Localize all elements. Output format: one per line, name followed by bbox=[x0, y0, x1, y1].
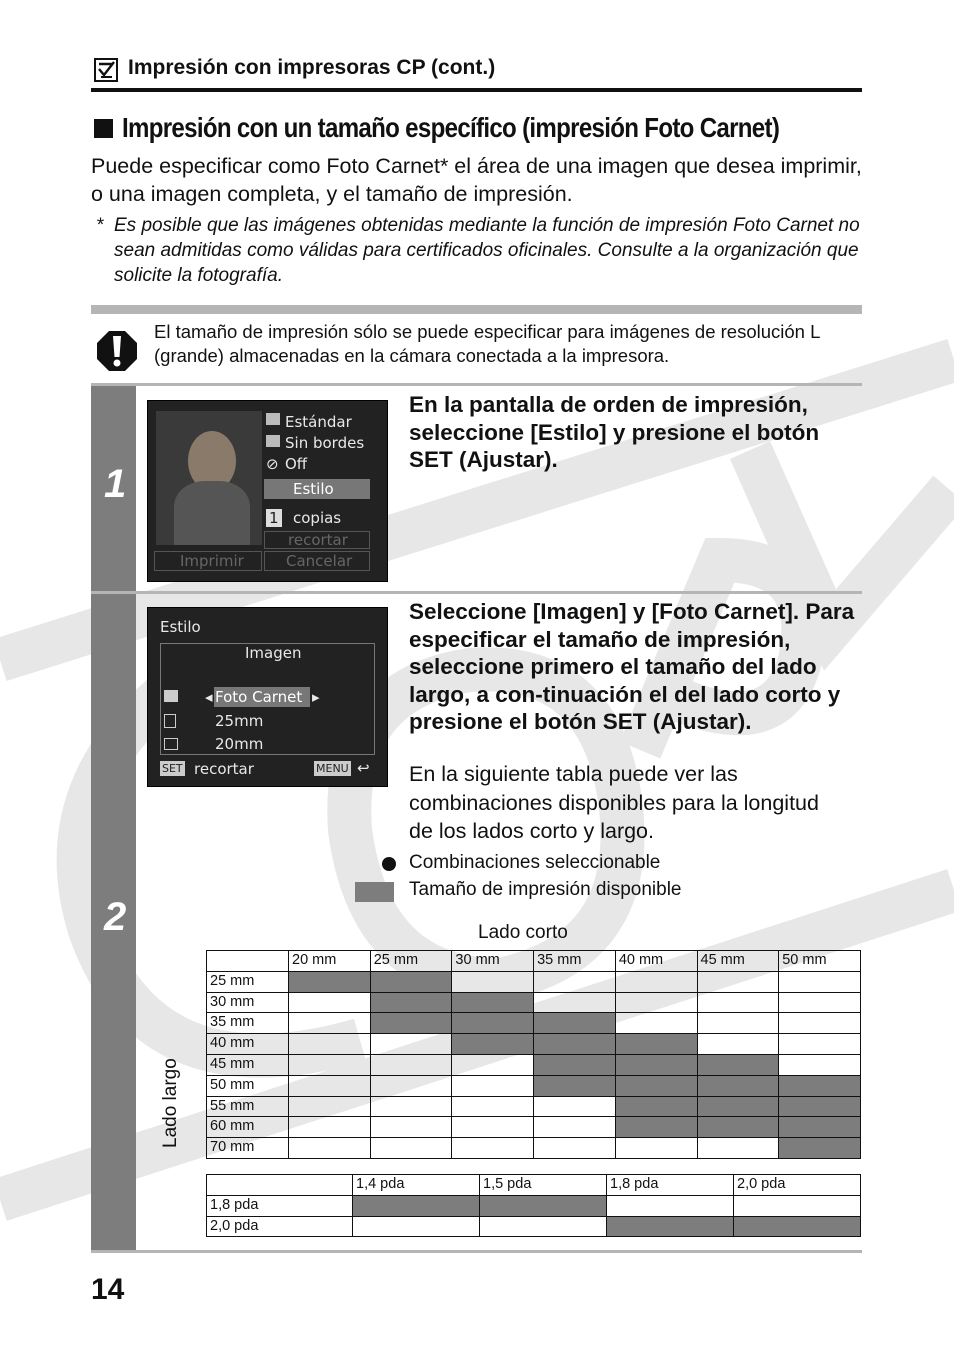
unavailable-size-cell bbox=[370, 1096, 452, 1117]
unavailable-size-cell bbox=[480, 1216, 607, 1237]
table-row bbox=[207, 971, 861, 992]
unavailable-size-cell bbox=[370, 1117, 452, 1138]
available-size-cell bbox=[615, 1054, 697, 1075]
row-header: 35 mm bbox=[207, 1013, 289, 1034]
unavailable-size-cell bbox=[534, 971, 616, 992]
checkbox-print-icon bbox=[94, 58, 118, 82]
table-row bbox=[207, 1013, 861, 1034]
unavailable-size-cell bbox=[289, 1096, 371, 1117]
footnote-text: Es posible que las imágenes obtenidas mediante la función de impresión Foto Carnet no sean admitidas como válidas para certificados oficinales. Consulte a la organización que solicite la fotografía. bbox=[114, 215, 860, 286]
unavailable-size-cell bbox=[370, 1034, 452, 1055]
available-size-cell bbox=[534, 1075, 616, 1096]
unavailable-size-cell bbox=[370, 1075, 452, 1096]
unavailable-size-cell bbox=[289, 1075, 371, 1096]
bottom-rule bbox=[91, 1250, 862, 1253]
column-header: 20 mm bbox=[289, 951, 371, 972]
unavailable-size-cell bbox=[615, 992, 697, 1013]
available-size-cell bbox=[534, 1054, 616, 1075]
legend-dot-icon bbox=[382, 857, 396, 871]
available-size-cell bbox=[534, 1013, 616, 1034]
step2-instruction: Seleccione [Imagen] y [Foto Carnet]. Para especificar el tamaño de impresión, seleccione primero el tamaño del lado largo, a con-tinuación el del lado corto y presione el botón SET (Ajustar). bbox=[409, 599, 855, 734]
column-header: 1,4 pda bbox=[353, 1175, 480, 1196]
row-header: 1,8 pda bbox=[207, 1195, 353, 1216]
step2-number: 2 bbox=[104, 895, 127, 939]
screen-option-photo-carnet[interactable]: Foto Carnet bbox=[215, 688, 303, 706]
available-size-cell bbox=[615, 1096, 697, 1117]
unavailable-size-cell bbox=[779, 1034, 861, 1055]
table-row bbox=[207, 1034, 861, 1055]
column-header: 30 mm bbox=[452, 951, 534, 972]
row-header: 50 mm bbox=[207, 1075, 289, 1096]
available-size-cell bbox=[734, 1216, 861, 1237]
available-size-cell bbox=[697, 1054, 779, 1075]
screen-trim: recortar bbox=[288, 531, 348, 549]
unavailable-size-cell bbox=[534, 1117, 616, 1138]
short-side-label: Lado corto bbox=[478, 922, 568, 943]
unavailable-size-cell bbox=[289, 1117, 371, 1138]
column-header: 25 mm bbox=[370, 951, 452, 972]
available-size-cell bbox=[480, 1195, 607, 1216]
row-header: 70 mm bbox=[207, 1138, 289, 1159]
available-size-cell bbox=[697, 1075, 779, 1096]
table-row bbox=[207, 1138, 861, 1159]
unavailable-size-cell bbox=[289, 992, 371, 1013]
borderless-icon bbox=[266, 435, 280, 447]
standard-icon bbox=[266, 413, 280, 425]
unavailable-size-cell bbox=[615, 971, 697, 992]
table-row bbox=[207, 1216, 861, 1237]
intro-paragraph: Puede especificar como Foto Carnet* el área de una imagen que desea imprimir, o una imagen completa, y el tamaño de impresión. bbox=[91, 154, 862, 206]
available-size-cell bbox=[615, 1034, 697, 1055]
step2-subtext: En la siguiente tabla puede ver las combinaciones disponibles para la longitud de los lados corto y largo. bbox=[409, 762, 819, 843]
unavailable-size-cell bbox=[452, 1138, 534, 1159]
screen-item-style[interactable]: Estilo bbox=[293, 480, 334, 498]
unavailable-size-cell bbox=[534, 1096, 616, 1117]
available-size-cell bbox=[452, 1013, 534, 1034]
section-title: Impresión con un tamaño específico (impresión Foto Carnet) bbox=[122, 112, 780, 143]
unavailable-size-cell bbox=[697, 992, 779, 1013]
unavailable-size-cell bbox=[697, 1013, 779, 1034]
set-button-icon: SET bbox=[162, 762, 183, 775]
table-corner-cell bbox=[207, 951, 289, 972]
portrait-thumbnail bbox=[156, 411, 262, 545]
row-header: 2,0 pda bbox=[207, 1216, 353, 1237]
available-size-cell bbox=[779, 1075, 861, 1096]
available-size-cell bbox=[779, 1096, 861, 1117]
unavailable-size-cell bbox=[697, 1034, 779, 1055]
unavailable-size-cell bbox=[734, 1195, 861, 1216]
screen-style-title: Estilo bbox=[160, 618, 201, 636]
row-header: 30 mm bbox=[207, 992, 289, 1013]
available-size-cell bbox=[615, 1117, 697, 1138]
available-size-cell bbox=[452, 992, 534, 1013]
screen-trim-label: recortar bbox=[194, 760, 254, 778]
table-row bbox=[207, 1195, 861, 1216]
unavailable-size-cell bbox=[452, 971, 534, 992]
unavailable-size-cell bbox=[779, 1054, 861, 1075]
row-header: 60 mm bbox=[207, 1117, 289, 1138]
available-size-cell bbox=[615, 1075, 697, 1096]
step2-top-rule bbox=[91, 591, 862, 594]
caution-icon bbox=[96, 330, 138, 372]
column-header: 1,8 pda bbox=[607, 1175, 734, 1196]
available-size-cell bbox=[779, 1138, 861, 1159]
available-size-cell bbox=[534, 1034, 616, 1055]
column-header: 50 mm bbox=[779, 951, 861, 972]
row-header: 55 mm bbox=[207, 1096, 289, 1117]
menu-button-icon: MENU bbox=[316, 762, 349, 775]
return-icon: ↩ bbox=[357, 759, 370, 777]
row-header: 40 mm bbox=[207, 1034, 289, 1055]
step1-instruction: En la pantalla de orden de impresión, seleccione [Estilo] y presione el botón SET (Ajustar). bbox=[409, 392, 820, 472]
header-title: Impresión con impresoras CP (cont.) bbox=[128, 56, 496, 79]
table-row bbox=[207, 1117, 861, 1138]
unavailable-size-cell bbox=[779, 971, 861, 992]
unavailable-size-cell bbox=[607, 1195, 734, 1216]
table-row bbox=[207, 1096, 861, 1117]
table-row bbox=[207, 1075, 861, 1096]
size-table-inch bbox=[206, 1174, 861, 1237]
available-size-cell bbox=[289, 971, 371, 992]
column-header: 35 mm bbox=[534, 951, 616, 972]
available-size-cell bbox=[607, 1216, 734, 1237]
legend-dot-label: Combinaciones seleccionable bbox=[409, 852, 661, 873]
long-side-icon bbox=[164, 714, 176, 728]
screen-print-button[interactable]: Imprimir bbox=[180, 552, 244, 570]
available-size-cell bbox=[353, 1195, 480, 1216]
column-header: 40 mm bbox=[615, 951, 697, 972]
available-size-cell bbox=[370, 992, 452, 1013]
long-side-label: Lado largo bbox=[160, 1058, 181, 1148]
available-size-cell bbox=[779, 1117, 861, 1138]
date-icon: ⊘ bbox=[266, 455, 279, 473]
size-table-mm bbox=[206, 950, 861, 1159]
screen-copies-count: 1 bbox=[266, 509, 282, 527]
page-number: 14 bbox=[91, 1273, 125, 1306]
available-size-cell bbox=[697, 1096, 779, 1117]
unavailable-size-cell bbox=[353, 1216, 480, 1237]
unavailable-size-cell bbox=[289, 1138, 371, 1159]
screen-long-side[interactable]: 25mm bbox=[215, 712, 264, 730]
unavailable-size-cell bbox=[289, 1013, 371, 1034]
step1-top-rule bbox=[91, 383, 862, 386]
section-bullet-icon bbox=[94, 119, 113, 138]
unavailable-size-cell bbox=[452, 1117, 534, 1138]
available-size-cell bbox=[697, 1117, 779, 1138]
available-size-cell bbox=[370, 971, 452, 992]
caution-text: El tamaño de impresión sólo se puede especificar para imágenes de resolución L (grande) almacenadas en la cámara conectada a la impresora. bbox=[154, 321, 820, 366]
unavailable-size-cell bbox=[370, 1054, 452, 1075]
column-header: 1,5 pda bbox=[480, 1175, 607, 1196]
header-rule bbox=[91, 88, 862, 92]
column-header: 45 mm bbox=[697, 951, 779, 972]
unavailable-size-cell bbox=[697, 1138, 779, 1159]
screen-short-side[interactable]: 20mm bbox=[215, 735, 264, 753]
legend-swatch bbox=[355, 882, 394, 902]
available-size-cell bbox=[452, 1034, 534, 1055]
step1-number: 1 bbox=[104, 462, 127, 506]
short-side-icon bbox=[164, 738, 178, 750]
unavailable-size-cell bbox=[534, 1138, 616, 1159]
unavailable-size-cell bbox=[779, 1013, 861, 1034]
unavailable-size-cell bbox=[289, 1054, 371, 1075]
screen-item-standard: Estándar bbox=[285, 413, 352, 431]
step1-camera-screen bbox=[147, 400, 388, 582]
unavailable-size-cell bbox=[615, 1138, 697, 1159]
unavailable-size-cell bbox=[370, 1138, 452, 1159]
legend-swatch-label: Tamaño de impresión disponible bbox=[409, 879, 682, 900]
right-arrow-icon[interactable]: ▸ bbox=[312, 688, 320, 706]
unavailable-size-cell bbox=[452, 1054, 534, 1075]
footnote-marker: * bbox=[96, 215, 104, 236]
unavailable-size-cell bbox=[452, 1096, 534, 1117]
unavailable-size-cell bbox=[452, 1075, 534, 1096]
screen-image-label: Imagen bbox=[245, 644, 302, 662]
table-corner-cell bbox=[207, 1175, 353, 1196]
unavailable-size-cell bbox=[697, 971, 779, 992]
table-row bbox=[207, 992, 861, 1013]
row-header: 25 mm bbox=[207, 971, 289, 992]
table-row bbox=[207, 1054, 861, 1075]
screen-item-off: Off bbox=[285, 455, 308, 473]
step2-camera-screen bbox=[147, 607, 388, 787]
unavailable-size-cell bbox=[779, 992, 861, 1013]
unavailable-size-cell bbox=[534, 992, 616, 1013]
photo-carnet-icon bbox=[164, 690, 178, 702]
screen-cancel-button[interactable]: Cancelar bbox=[286, 552, 353, 570]
left-arrow-icon[interactable]: ◂ bbox=[205, 688, 213, 706]
column-header: 2,0 pda bbox=[734, 1175, 861, 1196]
row-header: 45 mm bbox=[207, 1054, 289, 1075]
caution-bar bbox=[91, 305, 862, 314]
screen-item-borderless: Sin bordes bbox=[285, 434, 365, 452]
unavailable-size-cell bbox=[615, 1013, 697, 1034]
screen-copies-label: copias bbox=[293, 509, 342, 527]
available-size-cell bbox=[370, 1013, 452, 1034]
unavailable-size-cell bbox=[289, 1034, 371, 1055]
